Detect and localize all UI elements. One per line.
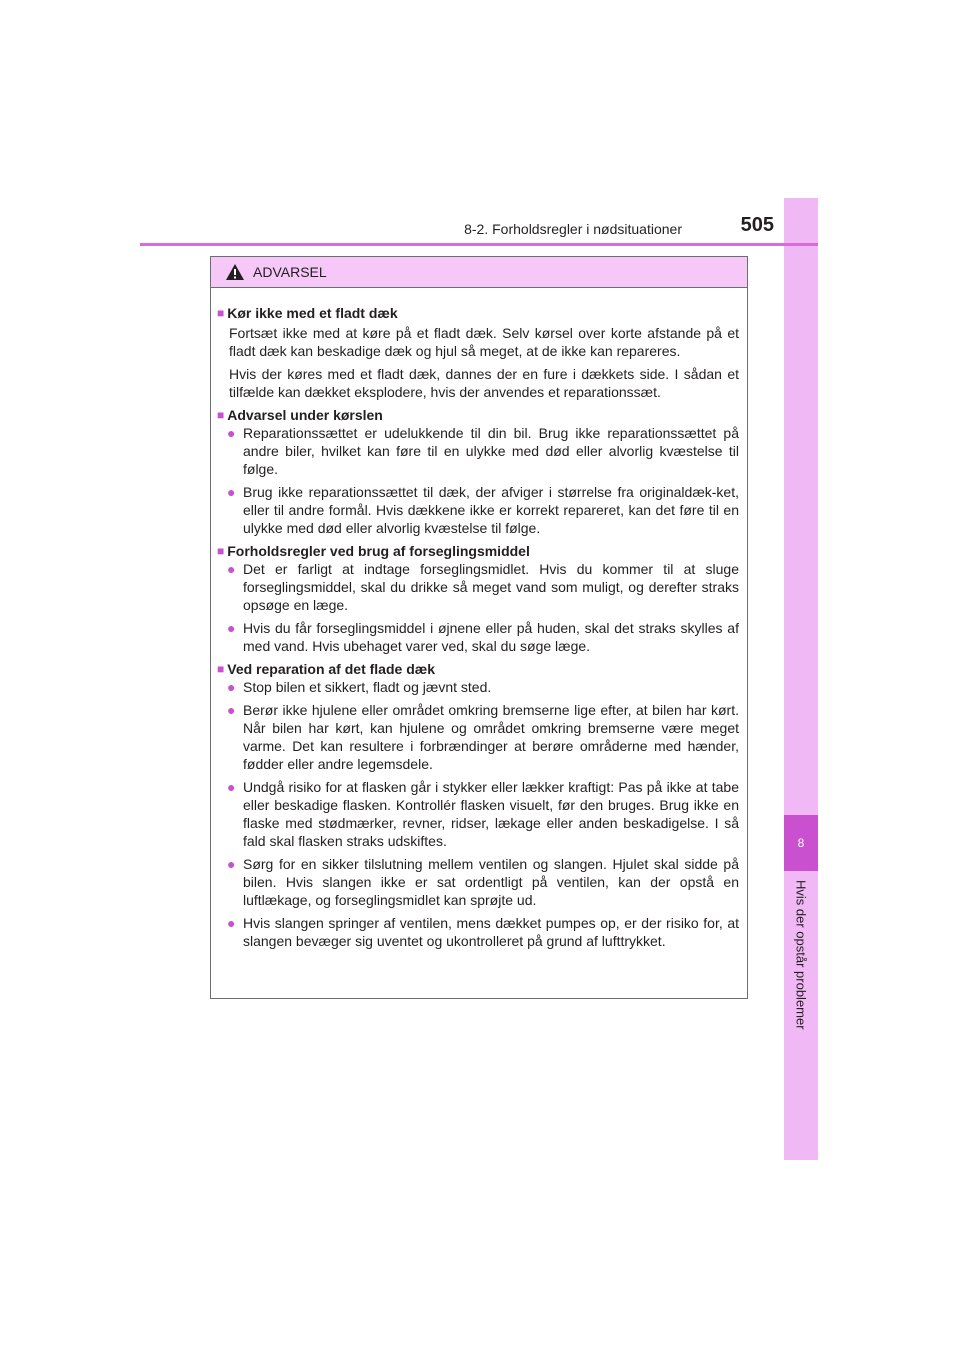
list-item (227, 483, 739, 537)
circle-bullet-icon: ● (227, 779, 236, 795)
section-heading-text: Ved reparation af det flade dæk (227, 661, 435, 677)
circle-bullet-icon: ● (227, 484, 236, 500)
warning-body (211, 288, 747, 950)
list-item-text: Det er farligt at indtage forseglingsmidlet. Hvis du kommer til at sluge forseglingsmiddel, skal du drikke så meget vand som muligt, og derefter straks opsøge en læge. (243, 561, 739, 613)
section-heading-text: Advarsel under kørslen (227, 407, 383, 423)
paragraph: Hvis der køres med et fladt dæk, dannes der en fure i dækkets side. I sådan et tilfælde kan dækket eksplodere, hvis der anvendes et reparationssæt. (229, 366, 739, 400)
warning-title: ADVARSEL (253, 264, 327, 280)
list-item-text: Stop bilen et sikkert, fladt og jævnt sted. (243, 679, 492, 695)
paragraph: Fortsæt ikke med at køre på et fladt dæk. Selv kørsel over korte afstande på et fladt dæk kan beskadige dæk og hjul så meget, at de ikke kan repareres. (229, 325, 739, 359)
section-heading (217, 660, 739, 678)
section-heading (217, 304, 739, 322)
header-rule (140, 243, 818, 246)
section-heading-text: Kør ikke med et fladt dæk (227, 305, 398, 321)
list-item (227, 855, 739, 909)
warning-header (211, 257, 747, 288)
list-item-text: Reparationssættet er udelukkende til din bil. Brug ikke reparationssættet på andre biler, hvilket kan føre til en ulykke med død eller alvorlig kvæstelse til følge. (243, 425, 739, 477)
list-item (227, 701, 739, 773)
list-item-text: Hvis du får forseglingsmiddel i øjnene eller på huden, skal det straks skylles af med vand. Hvis ubehaget varer ved, skal du søge læge. (243, 620, 739, 654)
section-heading (217, 406, 739, 424)
chapter-number-box (784, 815, 818, 871)
list-item-text: Sørg for en sikker tilslutning mellem ventilen og slangen. Hjulet skal sidde på bilen. Hvis slangen ikke er sat ordentligt på ventilen, kan der opstå en luftlækage, og forseglingsmidlet kan sprøjte ud. (243, 856, 739, 908)
circle-bullet-icon: ● (227, 679, 236, 695)
warning-triangle-icon (225, 263, 245, 281)
circle-bullet-icon: ● (227, 915, 236, 931)
list-item-text: Berør ikke hjulene eller området omkring bremserne lige efter, at bilen har kørt. Når bilen har kørt, kan hjulene og området omkring bremserne være meget varme. Det kan resultere i forbrændinger at berøre områderne med hænder, fødder eller andre legemsdele. (243, 702, 739, 772)
chapter-label: Hvis der opstår problemer (793, 880, 809, 1030)
page-number: 505 (740, 214, 774, 236)
circle-bullet-icon: ● (227, 425, 236, 441)
list-item (227, 619, 739, 655)
circle-bullet-icon: ● (227, 561, 236, 577)
list-item (227, 678, 739, 696)
list-item (227, 778, 739, 850)
square-bullet-icon: ■ (217, 306, 225, 320)
section-title: 8-2. Forholdsregler i nødsituationer (464, 221, 682, 237)
list-item-text: Hvis slangen springer af ventilen, mens dækket pumpes op, er der risiko for, at slangen bevæger sig uventet og ukontrolleret på grund af lufttrykket. (243, 915, 739, 949)
list-item (227, 914, 739, 950)
circle-bullet-icon: ● (227, 702, 236, 718)
warning-box (210, 256, 748, 999)
list-item-text: Brug ikke reparationssættet til dæk, der afviger i størrelse fra originaldæk-ket, eller til andre formål. Hvis dækkene ikke er korrekt repareret, kan det føre til en ulykke med død eller alvorlig kvæstelse til følge. (243, 484, 739, 536)
square-bullet-icon: ■ (217, 662, 225, 676)
section-heading-text: Forholdsregler ved brug af forseglingsmiddel (227, 543, 530, 559)
list-item (227, 424, 739, 478)
square-bullet-icon: ■ (217, 408, 225, 422)
circle-bullet-icon: ● (227, 620, 236, 636)
list-item (227, 560, 739, 614)
square-bullet-icon: ■ (217, 544, 225, 558)
section-heading (217, 542, 739, 560)
circle-bullet-icon: ● (227, 856, 236, 872)
chapter-number: 8 (797, 836, 805, 850)
list-item-text: Undgå risiko for at flasken går i stykker eller lækker kraftigt: Pas på ikke at tabe eller beskadige flasken. Kontrollér flasken visuelt, før den bruges. Brug ikke en flaske med stødmærker, revner, ridser, lækage eller anden beskadigelse. I så fald skal flasken straks udskiftes. (243, 779, 739, 849)
